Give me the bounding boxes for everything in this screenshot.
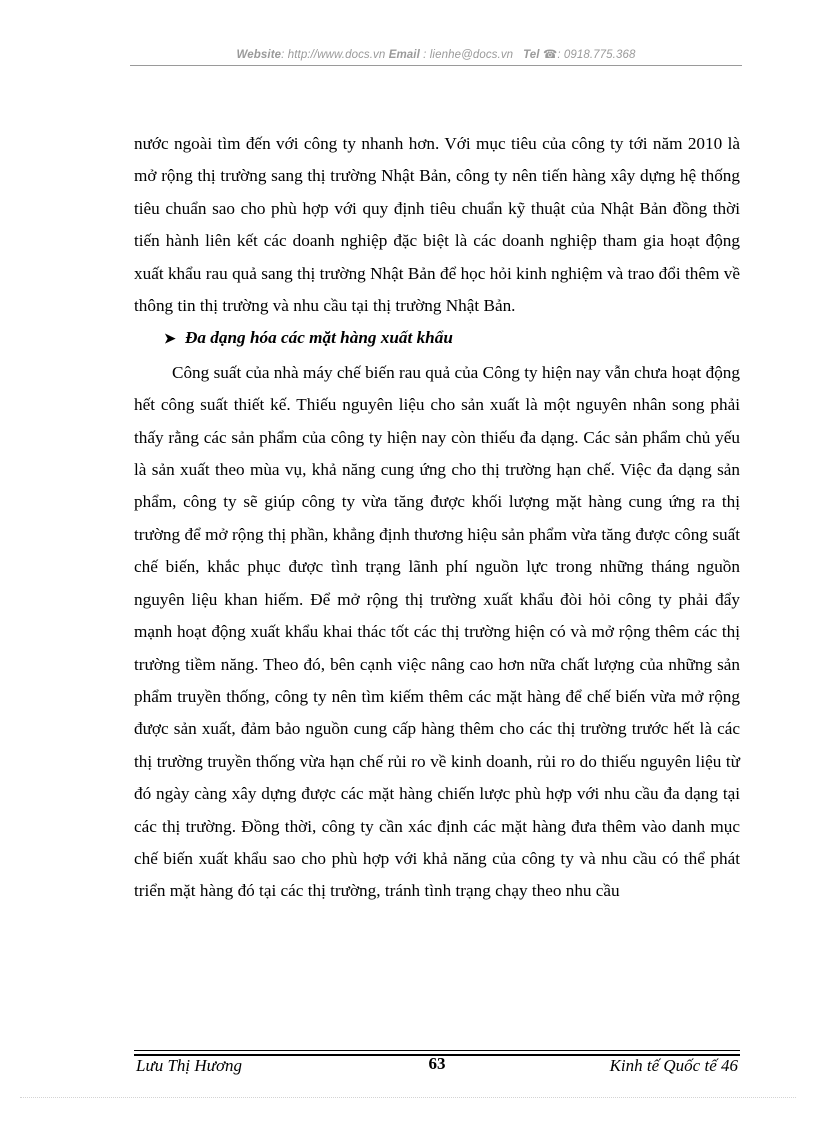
phone-icon: ☎ — [542, 49, 558, 61]
website-label: Website — [236, 49, 282, 61]
footer-author: Lưu Thị Hương — [136, 1056, 243, 1075]
footer-class: Kinh tế Quốc tế 46 — [609, 1056, 738, 1075]
section-heading-text: Đa dạng hóa các mặt hàng xuất khẩu — [185, 328, 453, 348]
email-label: Email — [388, 49, 420, 61]
tel-value: : 0918.775.368 — [557, 49, 636, 61]
arrow-bullet-icon: ➤ — [164, 332, 176, 348]
page-number: 63 — [428, 1054, 446, 1073]
paragraph-2: Công suất của nhà máy chế biến rau quả của Công ty hiện nay vẫn chưa hoạt động hết công suất thiết kế. Thiếu nguyên liệu cho sản xuất là một nguyên nhân song phải thấy rằng các sản phẩm của công ty hiện nay còn thiếu đa dạng. Các sản phẩm chủ yếu là sản xuất theo mùa vụ, khả năng cung ứng cho thị trường hạn chế. Việc đa dạng sản phẩm, công ty sẽ giúp công ty vừa tăng được khối lượng mặt hàng cung ứng ra thị trường để mở rộng thị phần, khẳng định thương hiệu sản phẩm vừa tăng được công suất chế biến, khắc phục được tình trạng lãnh phí nguồn lực trong những tháng nguồn nguyên liệu khan hiếm. Để mở rộng thị trường xuất khẩu đòi hỏi công ty phải đẩy mạnh hoạt động xuất khẩu khai thác tốt các thị trường hiện có và mở rộng thêm các thị trường tiềm năng. Theo đó, bên cạnh việc nâng cao hơn nữa chất lượng của những sản phẩm truyền thống, công ty nên tìm kiếm thêm các mặt hàng để chế biến vừa mở rộng được sản xuất, đảm bảo nguồn cung cấp hàng thêm cho các thị trường trước hết là các thị trường truyền thống vừa hạn chế rủi ro về kinh doanh, rủi ro do thiếu nguyên liệu từ đó ngày càng xây dựng được các mặt hàng chiến lược phù hợp với nhu cầu đa dạng tại các thị trường. Đồng thời, công ty cần xác định các mặt hàng đưa thêm vào danh mục chế biến xuất khẩu sao cho phù hợp với khả năng của công ty và nhu cầu có thể phát triển mặt hàng đó tại các thị trường, tránh tình trạng chạy theo nhu cầu — [134, 362, 740, 901]
header-divider — [130, 65, 742, 66]
email-value: : lienhe@docs.vn — [419, 49, 514, 61]
tel-label: Tel — [523, 49, 540, 61]
page-header — [130, 47, 742, 61]
section-heading — [134, 322, 740, 356]
footer-divider-thin — [134, 1050, 740, 1051]
page-bottom-dotted-line — [20, 1097, 796, 1098]
paragraph-1: nước ngoài tìm đến với công ty nhanh hơn. Với mục tiêu của công ty tới năm 2010 là mở rộng thị trường sang thị trường Nhật Bản, công ty nên tiến hàng xây dựng hệ thống tiêu chuẩn sao cho phù hợp với quy định tiêu chuẩn kỹ thuật của Nhật Bản đồng thời tiến hành liên kết các doanh nghiệp đặc biệt là các doanh nghiệp tham gia hoạt động xuất khẩu rau quả sang thị trường Nhật Bản để học hỏi kinh nghiệm và trao đổi thêm về thông tin thị trường và nhu cầu tại thị trường Nhật Bản. — [134, 134, 740, 316]
website-value: : http://www.docs.vn — [281, 49, 386, 61]
page-footer — [134, 1054, 740, 1078]
page-content — [134, 128, 740, 908]
